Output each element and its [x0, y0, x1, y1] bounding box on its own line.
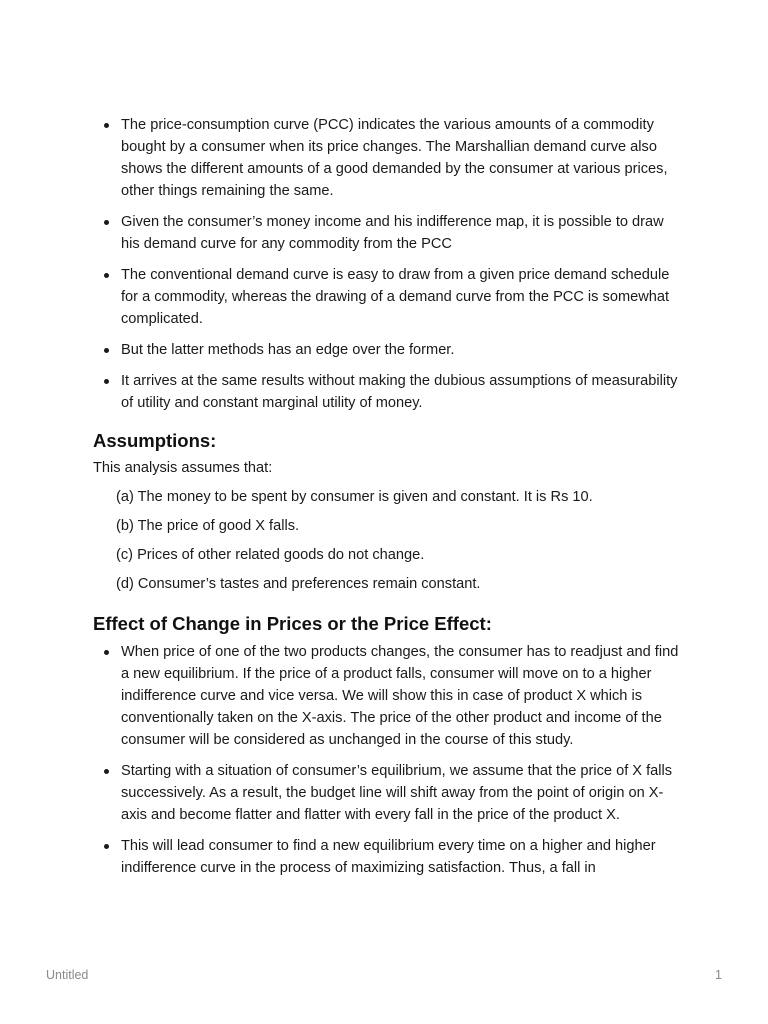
assumptions-intro: This analysis assumes that: — [93, 460, 273, 476]
list-item: It arrives at the same results without making the dubious assumptions of measurability of utility and constant marginal utility of money. — [93, 370, 683, 414]
bullet-icon — [104, 348, 109, 353]
list-item: When price of one of the two products changes, the consumer has to readjust and find a new equilibrium. If the price of a product falls, consumer will move on to a higher indifference curve and vice versa. We will show this in case of product X which is conventionally taken on the X-axis. The price of the other product and income of the consumer will be considered as unchanged in the course of this study. — [93, 641, 683, 751]
list-item: Starting with a situation of consumer’s equilibrium, we assume that the price of X falls successively. As a result, the budget line will shift away from the point of origin on X-axis and become flatter and flatter with every fall in the price of the product X. — [93, 760, 683, 826]
assumptions-heading: Assumptions: — [93, 430, 217, 451]
list-item: This will lead consumer to find a new equilibrium every time on a higher and higher indifference curve in the process of maximizing satisfaction. Thus, a fall in — [93, 835, 683, 879]
bullet-icon — [104, 123, 109, 128]
bullet-icon — [104, 273, 109, 278]
list-item: The price-consumption curve (PCC) indicates the various amounts of a commodity bought by a consumer when its price changes. The Marshallian demand curve also shows the different amounts of a good demanded by the consumer at various prices, other things remaining the same. — [93, 114, 683, 202]
assumption-item: (c) Prices of other related goods do not change. — [116, 547, 425, 563]
bullet-icon — [104, 769, 109, 774]
bullet-icon — [104, 844, 109, 849]
assumption-item: (a) The money to be spent by consumer is given and constant. It is Rs 10. — [116, 489, 593, 505]
list-item: Given the consumer’s money income and his indifference map, it is possible to draw his demand curve for any commodity from the PCC — [93, 211, 683, 255]
bullet-icon — [104, 379, 109, 384]
list-item: The conventional demand curve is easy to draw from a given price demand schedule for a commodity, whereas the drawing of a demand curve from the PCC is somewhat complicated. — [93, 264, 683, 330]
bullet-icon — [104, 220, 109, 225]
document-content — [93, 114, 683, 888]
footer-page-number: 1 — [715, 968, 722, 982]
bullet-icon — [104, 650, 109, 655]
intro-bullet-list — [93, 114, 683, 414]
assumption-item: (b) The price of good X falls. — [116, 518, 300, 534]
list-item: But the latter methods has an edge over the former. — [93, 339, 683, 361]
assumption-item: (d) Consumer’s tastes and preferences remain constant. — [116, 576, 481, 592]
price-effect-bullet-list — [93, 641, 683, 879]
footer-document-title: Untitled — [46, 968, 89, 982]
price-effect-heading: Effect of Change in Prices or the Price Effect: — [93, 613, 492, 634]
